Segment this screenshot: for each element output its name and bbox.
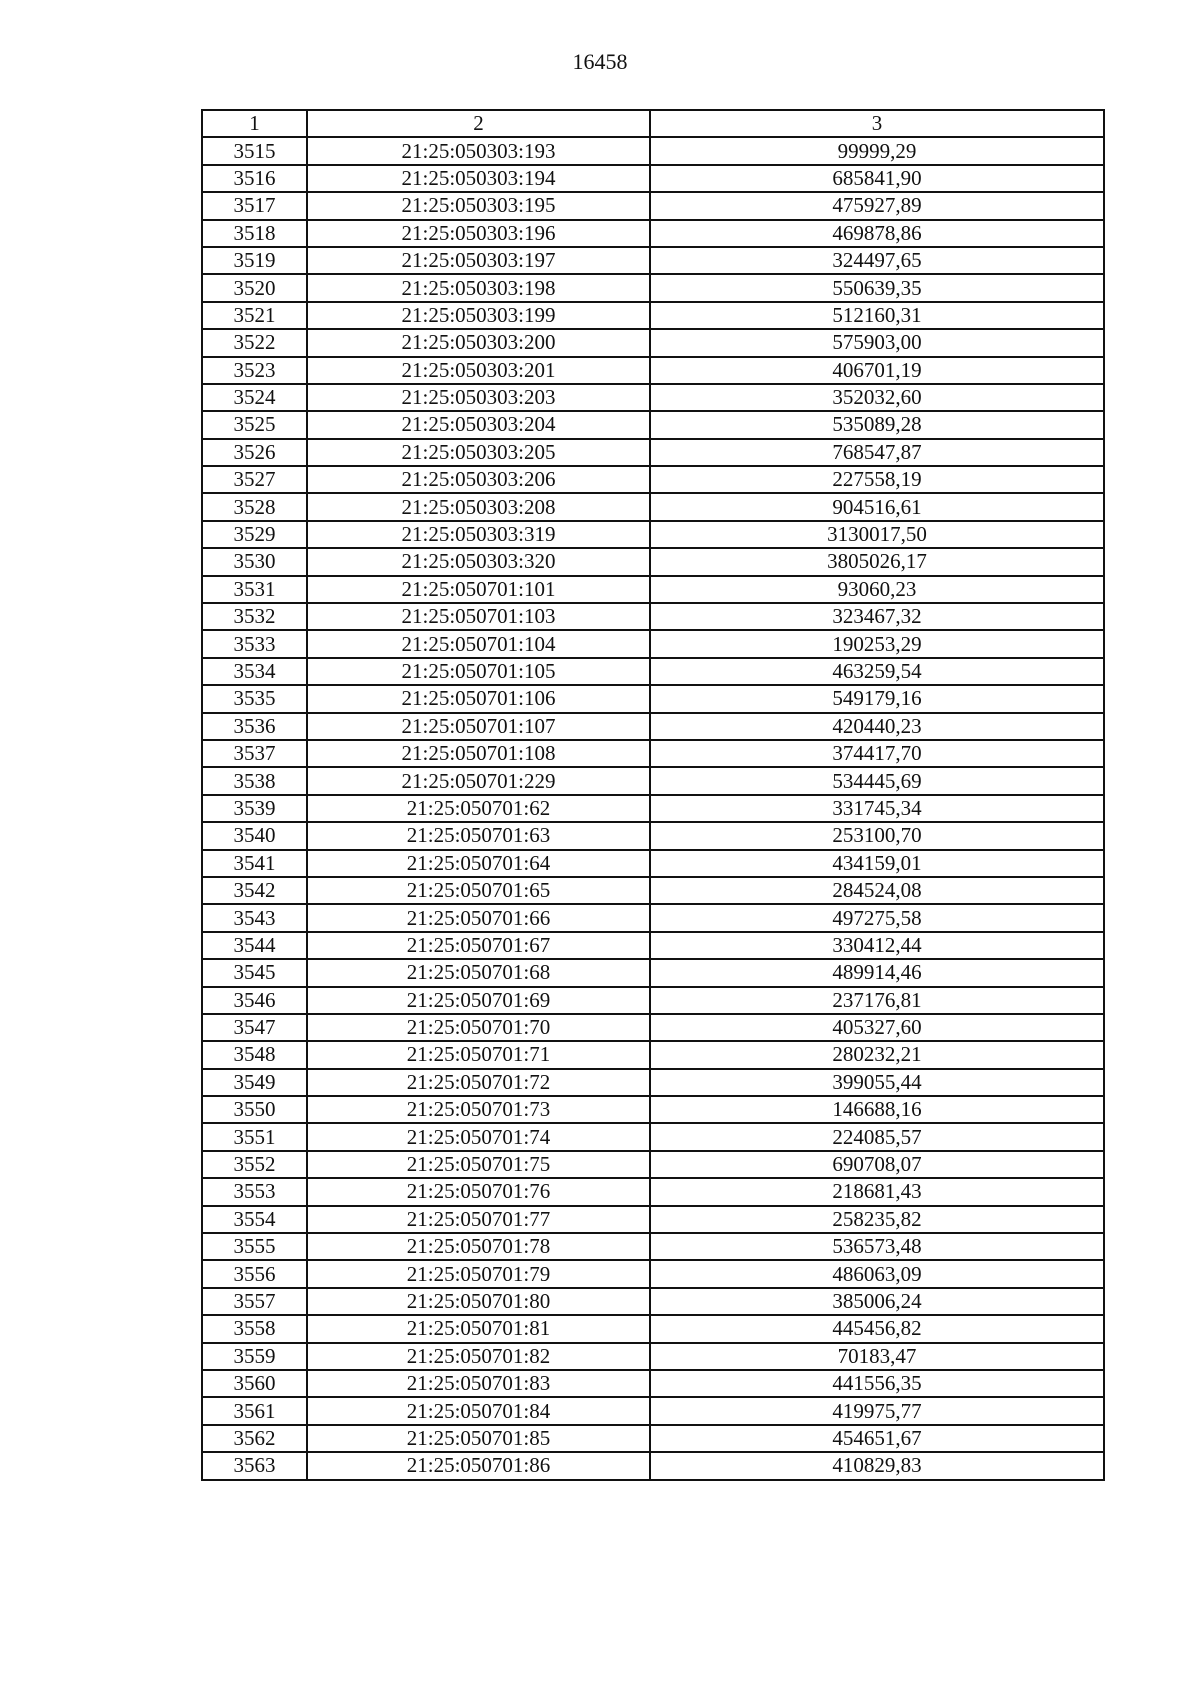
table-row [202, 877, 1104, 904]
table-row [202, 302, 1104, 329]
table-row [202, 685, 1104, 712]
row-number-cell: 3553 [202, 1178, 307, 1205]
row-number-cell: 3528 [202, 493, 307, 520]
table-row [202, 932, 1104, 959]
table-row [202, 576, 1104, 603]
cadastral-number-cell: 21:25:050701:64 [307, 850, 650, 877]
row-number-cell: 3517 [202, 192, 307, 219]
table-row [202, 1260, 1104, 1287]
table-row [202, 1343, 1104, 1370]
value-cell: 489914,46 [650, 959, 1104, 986]
cadastral-number-cell: 21:25:050303:199 [307, 302, 650, 329]
row-number-cell: 3534 [202, 658, 307, 685]
value-cell: 497275,58 [650, 904, 1104, 931]
table-row [202, 1206, 1104, 1233]
value-cell: 352032,60 [650, 384, 1104, 411]
table-row [202, 1178, 1104, 1205]
value-cell: 512160,31 [650, 302, 1104, 329]
cadastral-number-cell: 21:25:050701:108 [307, 740, 650, 767]
value-cell: 420440,23 [650, 713, 1104, 740]
value-cell: 768547,87 [650, 439, 1104, 466]
cadastral-number-cell: 21:25:050303:201 [307, 357, 650, 384]
value-cell: 410829,83 [650, 1452, 1104, 1479]
table-row [202, 384, 1104, 411]
row-number-cell: 3520 [202, 274, 307, 301]
cadastral-number-cell: 21:25:050701:71 [307, 1041, 650, 1068]
value-cell: 224085,57 [650, 1123, 1104, 1150]
value-cell: 280232,21 [650, 1041, 1104, 1068]
cadastral-number-cell: 21:25:050701:72 [307, 1069, 650, 1096]
value-cell: 284524,08 [650, 877, 1104, 904]
cadastral-number-cell: 21:25:050701:80 [307, 1288, 650, 1315]
cadastral-number-cell: 21:25:050303:204 [307, 411, 650, 438]
table-row [202, 658, 1104, 685]
value-cell: 454651,67 [650, 1425, 1104, 1452]
cadastral-number-cell: 21:25:050303:196 [307, 220, 650, 247]
cadastral-number-cell: 21:25:050701:65 [307, 877, 650, 904]
row-number-cell: 3522 [202, 329, 307, 356]
table-row [202, 521, 1104, 548]
cadastral-number-cell: 21:25:050701:70 [307, 1014, 650, 1041]
value-cell: 385006,24 [650, 1288, 1104, 1315]
value-cell: 3805026,17 [650, 548, 1104, 575]
value-cell: 469878,86 [650, 220, 1104, 247]
value-cell: 486063,09 [650, 1260, 1104, 1287]
value-cell: 549179,16 [650, 685, 1104, 712]
cadastral-number-cell: 21:25:050701:62 [307, 795, 650, 822]
table-row [202, 137, 1104, 164]
cadastral-number-cell: 21:25:050701:68 [307, 959, 650, 986]
cadastral-number-cell: 21:25:050701:74 [307, 1123, 650, 1150]
table-row [202, 1425, 1104, 1452]
data-table [201, 109, 1105, 1481]
table-row [202, 1096, 1104, 1123]
cadastral-number-cell: 21:25:050701:75 [307, 1151, 650, 1178]
row-number-cell: 3544 [202, 932, 307, 959]
row-number-cell: 3536 [202, 713, 307, 740]
row-number-cell: 3515 [202, 137, 307, 164]
value-cell: 685841,90 [650, 165, 1104, 192]
table-row [202, 411, 1104, 438]
table-row [202, 795, 1104, 822]
row-number-cell: 3561 [202, 1397, 307, 1424]
cadastral-number-cell: 21:25:050701:73 [307, 1096, 650, 1123]
row-number-cell: 3562 [202, 1425, 307, 1452]
row-number-cell: 3551 [202, 1123, 307, 1150]
value-cell: 406701,19 [650, 357, 1104, 384]
row-number-cell: 3550 [202, 1096, 307, 1123]
header-cell-col-2: 2 [307, 110, 650, 137]
cadastral-number-cell: 21:25:050701:63 [307, 822, 650, 849]
cadastral-number-cell: 21:25:050701:76 [307, 1178, 650, 1205]
value-cell: 99999,29 [650, 137, 1104, 164]
value-cell: 434159,01 [650, 850, 1104, 877]
value-cell: 475927,89 [650, 192, 1104, 219]
value-cell: 445456,82 [650, 1315, 1104, 1342]
value-cell: 419975,77 [650, 1397, 1104, 1424]
cadastral-number-cell: 21:25:050303:205 [307, 439, 650, 466]
table-row [202, 1041, 1104, 1068]
cadastral-number-cell: 21:25:050303:203 [307, 384, 650, 411]
table-row [202, 603, 1104, 630]
cadastral-number-cell: 21:25:050701:229 [307, 767, 650, 794]
table-row [202, 1233, 1104, 1260]
table-row [202, 987, 1104, 1014]
value-cell: 331745,34 [650, 795, 1104, 822]
value-cell: 258235,82 [650, 1206, 1104, 1233]
cadastral-number-cell: 21:25:050701:78 [307, 1233, 650, 1260]
row-number-cell: 3558 [202, 1315, 307, 1342]
table-row [202, 1069, 1104, 1096]
cadastral-number-cell: 21:25:050303:208 [307, 493, 650, 520]
cadastral-number-cell: 21:25:050701:82 [307, 1343, 650, 1370]
table-row [202, 1014, 1104, 1041]
row-number-cell: 3531 [202, 576, 307, 603]
value-cell: 399055,44 [650, 1069, 1104, 1096]
value-cell: 218681,43 [650, 1178, 1104, 1205]
cadastral-number-cell: 21:25:050701:81 [307, 1315, 650, 1342]
value-cell: 904516,61 [650, 493, 1104, 520]
cadastral-number-cell: 21:25:050701:69 [307, 987, 650, 1014]
table-row [202, 274, 1104, 301]
value-cell: 323467,32 [650, 603, 1104, 630]
cadastral-number-cell: 21:25:050701:67 [307, 932, 650, 959]
cadastral-number-cell: 21:25:050701:101 [307, 576, 650, 603]
row-number-cell: 3519 [202, 247, 307, 274]
page-number: 16458 [572, 49, 628, 74]
table-row [202, 247, 1104, 274]
row-number-cell: 3563 [202, 1452, 307, 1479]
header-row [202, 110, 1104, 137]
cadastral-number-cell: 21:25:050701:79 [307, 1260, 650, 1287]
table-row [202, 357, 1104, 384]
table-row [202, 329, 1104, 356]
table-row [202, 850, 1104, 877]
value-cell: 535089,28 [650, 411, 1104, 438]
row-number-cell: 3541 [202, 850, 307, 877]
row-number-cell: 3521 [202, 302, 307, 329]
row-number-cell: 3549 [202, 1069, 307, 1096]
table-row [202, 630, 1104, 657]
table-row [202, 1123, 1104, 1150]
table-row [202, 713, 1104, 740]
cadastral-number-cell: 21:25:050303:198 [307, 274, 650, 301]
table-row [202, 493, 1104, 520]
table-row [202, 466, 1104, 493]
row-number-cell: 3546 [202, 987, 307, 1014]
cadastral-number-cell: 21:25:050701:107 [307, 713, 650, 740]
table-row [202, 1452, 1104, 1479]
row-number-cell: 3516 [202, 165, 307, 192]
table-row [202, 767, 1104, 794]
row-number-cell: 3555 [202, 1233, 307, 1260]
cadastral-number-cell: 21:25:050701:84 [307, 1397, 650, 1424]
value-cell: 70183,47 [650, 1343, 1104, 1370]
row-number-cell: 3547 [202, 1014, 307, 1041]
header-cell-col-3: 3 [650, 110, 1104, 137]
row-number-cell: 3537 [202, 740, 307, 767]
value-cell: 575903,00 [650, 329, 1104, 356]
row-number-cell: 3529 [202, 521, 307, 548]
value-cell: 690708,07 [650, 1151, 1104, 1178]
value-cell: 237176,81 [650, 987, 1104, 1014]
row-number-cell: 3554 [202, 1206, 307, 1233]
table-row [202, 1288, 1104, 1315]
value-cell: 534445,69 [650, 767, 1104, 794]
table-header [202, 110, 1104, 137]
row-number-cell: 3552 [202, 1151, 307, 1178]
cadastral-number-cell: 21:25:050303:319 [307, 521, 650, 548]
value-cell: 550639,35 [650, 274, 1104, 301]
value-cell: 536573,48 [650, 1233, 1104, 1260]
row-number-cell: 3533 [202, 630, 307, 657]
row-number-cell: 3559 [202, 1343, 307, 1370]
row-number-cell: 3535 [202, 685, 307, 712]
row-number-cell: 3545 [202, 959, 307, 986]
table-row [202, 220, 1104, 247]
table-row [202, 548, 1104, 575]
table-row [202, 1397, 1104, 1424]
cadastral-number-cell: 21:25:050303:194 [307, 165, 650, 192]
table-row [202, 1151, 1104, 1178]
row-number-cell: 3556 [202, 1260, 307, 1287]
row-number-cell: 3548 [202, 1041, 307, 1068]
cadastral-number-cell: 21:25:050701:77 [307, 1206, 650, 1233]
row-number-cell: 3518 [202, 220, 307, 247]
table-row [202, 192, 1104, 219]
cadastral-number-cell: 21:25:050701:105 [307, 658, 650, 685]
table-row [202, 740, 1104, 767]
value-cell: 405327,60 [650, 1014, 1104, 1041]
value-cell: 190253,29 [650, 630, 1104, 657]
value-cell: 253100,70 [650, 822, 1104, 849]
cadastral-number-cell: 21:25:050701:103 [307, 603, 650, 630]
value-cell: 330412,44 [650, 932, 1104, 959]
value-cell: 93060,23 [650, 576, 1104, 603]
cadastral-number-cell: 21:25:050701:66 [307, 904, 650, 931]
table-row [202, 1370, 1104, 1397]
value-cell: 441556,35 [650, 1370, 1104, 1397]
cadastral-number-cell: 21:25:050303:206 [307, 466, 650, 493]
table-row [202, 822, 1104, 849]
cadastral-number-cell: 21:25:050701:86 [307, 1452, 650, 1479]
cadastral-number-cell: 21:25:050303:200 [307, 329, 650, 356]
row-number-cell: 3560 [202, 1370, 307, 1397]
value-cell: 146688,16 [650, 1096, 1104, 1123]
table-body [202, 137, 1104, 1479]
row-number-cell: 3557 [202, 1288, 307, 1315]
cadastral-number-cell: 21:25:050701:106 [307, 685, 650, 712]
value-cell: 463259,54 [650, 658, 1104, 685]
row-number-cell: 3527 [202, 466, 307, 493]
table-row [202, 904, 1104, 931]
row-number-cell: 3539 [202, 795, 307, 822]
value-cell: 324497,65 [650, 247, 1104, 274]
row-number-cell: 3526 [202, 439, 307, 466]
table-row [202, 439, 1104, 466]
table-row [202, 959, 1104, 986]
cadastral-number-cell: 21:25:050303:195 [307, 192, 650, 219]
cadastral-number-cell: 21:25:050701:83 [307, 1370, 650, 1397]
row-number-cell: 3538 [202, 767, 307, 794]
table-row [202, 165, 1104, 192]
header-cell-col-1: 1 [202, 110, 307, 137]
row-number-cell: 3525 [202, 411, 307, 438]
table-row [202, 1315, 1104, 1342]
row-number-cell: 3543 [202, 904, 307, 931]
cadastral-number-cell: 21:25:050701:104 [307, 630, 650, 657]
row-number-cell: 3523 [202, 357, 307, 384]
row-number-cell: 3532 [202, 603, 307, 630]
cadastral-number-cell: 21:25:050701:85 [307, 1425, 650, 1452]
row-number-cell: 3524 [202, 384, 307, 411]
value-cell: 3130017,50 [650, 521, 1104, 548]
value-cell: 374417,70 [650, 740, 1104, 767]
cadastral-number-cell: 21:25:050303:320 [307, 548, 650, 575]
row-number-cell: 3530 [202, 548, 307, 575]
cadastral-number-cell: 21:25:050303:197 [307, 247, 650, 274]
row-number-cell: 3542 [202, 877, 307, 904]
cadastral-number-cell: 21:25:050303:193 [307, 137, 650, 164]
value-cell: 227558,19 [650, 466, 1104, 493]
row-number-cell: 3540 [202, 822, 307, 849]
